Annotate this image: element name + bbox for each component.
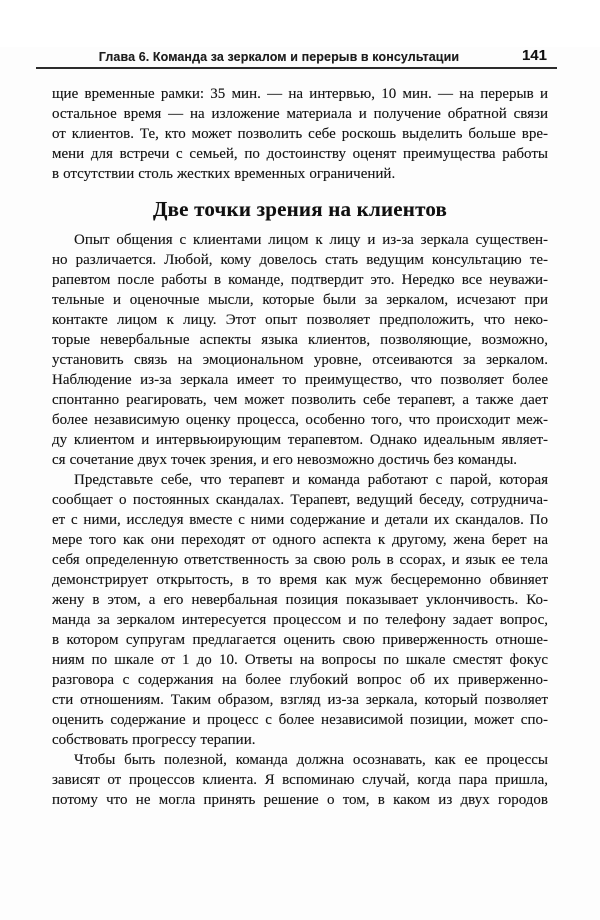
- text-line: ниям по шкале от 1 до 10. Ответы на вопросы по шкале сместят фокус: [52, 652, 548, 668]
- text-line: оценить содержание и процесс с более независимой позиции, может спо-: [52, 712, 548, 728]
- page-body: [52, 84, 548, 810]
- text-line: Наблюдение из-за зеркала имеет то преимущество, что позволяет более: [52, 372, 548, 388]
- text-line: рапевтом после работы в команде, подтвердит это. Нередко все неуважи-: [52, 272, 548, 288]
- text-line: себя определенную ответственность за свою роль в ссорах, и язык ее тела: [52, 552, 548, 568]
- text-line: спонтанно реагировать, чем может позволить себе терапевт, а также дает: [52, 392, 548, 408]
- paragraph: [52, 750, 548, 810]
- text-line: ет с ними, исследуя вместе с ними содержание и детали их скандалов. По: [52, 512, 548, 528]
- text-line: жену в этом, а его невербальная позиция показывает уклончивость. Ко-: [52, 592, 548, 608]
- text-line: от клиентов. Те, кто может позволить себе роскошь выделить больше вре-: [52, 126, 548, 142]
- text-line: разговора с содержания на более глубокий вопрос об их приверженно-: [52, 672, 548, 688]
- text-line: мере того как они переходят от одного аспекта к другому, жена берет на: [52, 532, 548, 548]
- text-line: более независимую оценку процесса, особенно того, что происходит меж-: [52, 412, 548, 428]
- text-line: собствовать прогрессу терапии.: [52, 732, 256, 748]
- text-line: сообщает о постоянных скандалах. Терапевт, ведущий беседу, сотруднича-: [52, 492, 548, 508]
- text-line: тельные и оценочные мысли, которые были за зеркалом, исчезают при: [52, 292, 548, 308]
- text-line: демонстрирует открытость, в то время как муж бесцеремонно обвиняет: [52, 572, 548, 588]
- text-line: в отсутствии столь жестких временных ограничений.: [52, 166, 396, 182]
- text-line: в котором супругам предлагается оценить свою приверженность отноше-: [52, 632, 548, 648]
- text-line: Представьте себе, что терапевт и команда работают с парой, которая: [74, 472, 548, 488]
- book-page: [0, 47, 600, 920]
- text-line: остальное время — на изложение материала и получение обратной связи: [52, 106, 548, 122]
- section-heading: Две точки зрения на клиентов: [152, 197, 448, 221]
- text-line: манда за зеркалом интересуется процессом и по телефону задает вопрос,: [52, 612, 548, 628]
- running-head: [36, 47, 557, 69]
- text-line: ся сочетание двух точек зрения, и его невозможно достичь без команды.: [52, 452, 518, 468]
- text-line: мени для встречи с семьей, по достоинству оценят преимущества работы: [52, 146, 548, 162]
- paragraph: [52, 230, 548, 470]
- text-line: установить связь на эмоциональном уровне, отсеиваются за зеркалом.: [52, 352, 548, 368]
- text-line: зависят от процессов клиента. Я вспоминаю случай, когда пара пришла,: [52, 772, 548, 788]
- paragraph: [52, 470, 548, 750]
- text-line: Опыт общения с клиентами лицом к лицу и из-за зеркала существен-: [74, 232, 548, 248]
- text-line: Чтобы быть полезной, команда должна осознавать, как ее процессы: [74, 752, 548, 768]
- text-line: но различается. Любой, кому довелось стать ведущим консультацию те-: [52, 252, 548, 268]
- page-number: 141: [521, 47, 547, 64]
- text-line: потому что не могла принять решение о том, в каком из двух городов: [52, 792, 548, 808]
- paragraph: [52, 84, 548, 184]
- text-line: контакте лицом к лицу. Этот опыт позволяет предположить, что неко-: [52, 312, 548, 328]
- text-line: щие временные рамки: 35 мин. — на интервью, 10 мин. — на перерыв и: [52, 86, 548, 102]
- chapter-title: Глава 6. Команда за зеркалом и перерыв в консультации: [98, 50, 460, 64]
- text-line: ду клиентом и интервьюирующим терапевтом. Однако идеальным являет-: [52, 432, 548, 448]
- text-line: торые невербальные аспекты языка клиентов, позволяющие, возможно,: [52, 332, 548, 348]
- text-line: сти отношениям. Таким образом, взгляд из-за зеркала, который позволяет: [52, 692, 548, 708]
